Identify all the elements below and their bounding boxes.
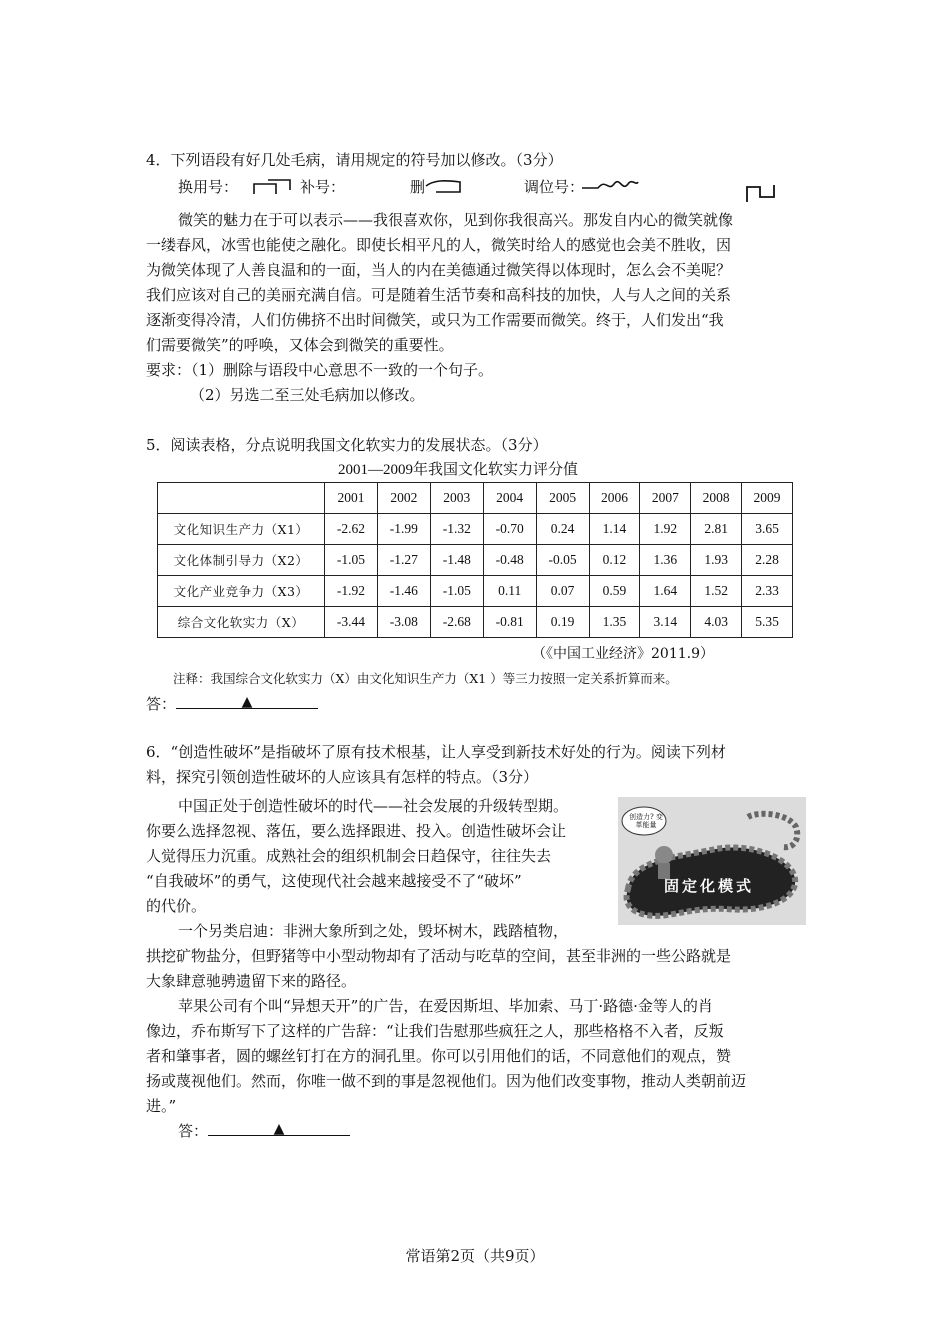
q6-p3-line-2: 像边，乔布斯写下了这样的广告辞：“让我们告慰那些疯狂之人，那些格格不入者，反叛 [146, 1022, 724, 1040]
row-label: 文化知识生产力（X1） [158, 514, 325, 545]
q6-p3-line-4: 扬或蔑视他们。然而，你唯一做不到的事是忽视他们。因为他们改变事物，推动人类朝前迈 [146, 1072, 747, 1090]
answer-triangle-icon: ▲ [241, 694, 253, 710]
table-cell: 3.65 [742, 514, 793, 545]
move-symbol-label: 调位号： [524, 178, 585, 196]
table-cell: -0.05 [536, 545, 589, 576]
q4-requirement-2: （2）另选二至三处毛病加以修改。 [190, 386, 425, 404]
table-cell: 2.33 [742, 576, 793, 607]
year-header: 2008 [691, 483, 742, 514]
q6-p2-line-3: 大象肆意驰骋遗留下来的路径。 [146, 972, 357, 990]
q4-requirement-1: 要求：（1）删除与语段中心意思不一致的一个句子。 [146, 361, 494, 379]
table-cell: 1.93 [691, 545, 742, 576]
table-cell: 1.52 [691, 576, 742, 607]
q6-p3-line-3: 者和肇事者，圆的螺丝钉打在方的洞孔里。你可以引用他们的话，不同意他们的观点，赞 [146, 1047, 732, 1065]
image-caption: 固定化模式 [664, 877, 755, 895]
q6-p1-line-3: 人觉得压力沉重。成熟社会的组织机制会日趋保守，往往失去 [146, 847, 552, 865]
table-cell: -0.70 [483, 514, 536, 545]
answer-blank[interactable] [208, 1121, 350, 1136]
table-cell: -1.05 [325, 545, 378, 576]
table-cell: 0.24 [536, 514, 589, 545]
table-cell: 4.03 [691, 607, 742, 638]
table-cell: 0.59 [589, 576, 640, 607]
answer-blank[interactable] [176, 694, 318, 709]
table-cell: -3.44 [325, 607, 378, 638]
table-row [158, 514, 793, 545]
table-cell: -1.46 [377, 576, 430, 607]
table-cell: 2.28 [742, 545, 793, 576]
table-cell: 0.07 [536, 576, 589, 607]
year-header: 2006 [589, 483, 640, 514]
table-cell: 5.35 [742, 607, 793, 638]
table-cell: -1.05 [430, 576, 483, 607]
table-cell: -0.48 [483, 545, 536, 576]
table-header-row [158, 483, 793, 514]
footprint-illustration [618, 797, 806, 925]
table-cell: -3.08 [377, 607, 430, 638]
answer-label: 答： [146, 695, 177, 713]
transpose-symbol-icon [744, 181, 778, 203]
replace-symbol-label: 换用号： [178, 178, 239, 196]
table-cell: 0.12 [589, 545, 640, 576]
table-corner-cell [158, 483, 325, 514]
table-cell: 1.36 [640, 545, 691, 576]
table-cell: -1.99 [377, 514, 430, 545]
table-source: （《中国工业经济》2011.9） [532, 646, 714, 662]
speech-bubble-text: 创造力? 变革能量 [629, 813, 663, 829]
table-row [158, 576, 793, 607]
delete-symbol-label: 删 [410, 178, 426, 196]
delete-symbol-icon [424, 176, 466, 198]
table-cell: 0.11 [483, 576, 536, 607]
q6-p1-line-2: 你要么选择忽视、落伍，要么选择跟进、投入。创造性破坏会让 [146, 822, 567, 840]
q4-para-line-6: 们需要微笑”的呼唤，又体会到微笑的重要性。 [146, 336, 454, 354]
table-cell: 1.64 [640, 576, 691, 607]
q4-para-line-5: 逐渐变得冷清，人们仿佛挤不出时间微笑，或只为工作需要而微笑。终于，人们发出“我 [146, 311, 724, 329]
year-header: 2003 [430, 483, 483, 514]
year-header: 2009 [742, 483, 793, 514]
table-cell: 0.19 [536, 607, 589, 638]
table-cell: -1.48 [430, 545, 483, 576]
q6-p1-line-4: “自我破坏”的勇气，这使现代社会越来越接受不了“破坏” [146, 872, 522, 890]
table-cell: 1.35 [589, 607, 640, 638]
page-footer: 常语第2页（共9页） [405, 1247, 545, 1265]
table-cell: -0.81 [483, 607, 536, 638]
table-title: 2001—2009年我国文化软实力评分值 [338, 462, 579, 478]
table-cell: 2.81 [691, 514, 742, 545]
q6-p3-line-5: 进。” [146, 1097, 177, 1115]
q4-title: 4．下列语段有好几处毛病，请用规定的符号加以修改。（3分） [146, 151, 563, 169]
year-header: 2001 [325, 483, 378, 514]
answer-label: 答： [178, 1122, 209, 1140]
table-cell: -1.27 [377, 545, 430, 576]
table-note: 注释：我国综合文化软实力（X）由文化知识生产力（X1 ）等三力按照一定关系折算而来。 [173, 671, 678, 686]
year-header: 2004 [483, 483, 536, 514]
data-table [157, 482, 793, 638]
q6-p1-line-1: 中国正处于创造性破坏的时代——社会发展的升级转型期。 [178, 797, 569, 815]
q6-title-line-1: 6．“创造性破坏”是指破坏了原有技术根基，让人享受到新技术好处的行为。阅读下列材 [146, 743, 726, 761]
table-row [158, 607, 793, 638]
table-cell: -2.68 [430, 607, 483, 638]
table-cell: 1.14 [589, 514, 640, 545]
replace-symbol-icon [250, 176, 300, 198]
table-cell: 1.92 [640, 514, 691, 545]
q4-para-line-2: 一缕春风，冰雪也能使之融化。即使长相平凡的人，微笑时给人的感觉也会美不胜收，因 [146, 236, 732, 254]
year-header: 2007 [640, 483, 691, 514]
table-cell: -2.62 [325, 514, 378, 545]
q4-para-line-4: 我们应该对自己的美丽充满自信。可是随着生活节奏和高科技的加快，人与人之间的关系 [146, 286, 732, 304]
q5-title: 5．阅读表格，分点说明我国文化软实力的发展状态。（3分） [146, 436, 548, 454]
q6-answer [178, 1121, 350, 1141]
answer-triangle-icon: ▲ [273, 1121, 285, 1137]
table-cell: -1.92 [325, 576, 378, 607]
q6-p3-line-1: 苹果公司有个叫“异想天开”的广告，在爱因斯坦、毕加索、马丁·路德·金等人的肖 [178, 997, 713, 1015]
insert-symbol-label: 补号： [300, 178, 346, 196]
year-header: 2002 [377, 483, 430, 514]
year-header: 2005 [536, 483, 589, 514]
row-label: 文化产业竞争力（X3） [158, 576, 325, 607]
q4-para-line-3: 为微笑体现了人善良温和的一面，当人的内在美德通过微笑得以体现时，怎么会不美呢？ [146, 261, 732, 279]
q6-p2-line-1: 一个另类启迪：非洲大象所到之处，毁坏树木，践踏植物， [178, 922, 569, 940]
q6-p2-line-2: 拱挖矿物盐分，但野猪等中小型动物却有了活动与吃草的空间，甚至非洲的一些公路就是 [146, 947, 732, 965]
table-cell: 3.14 [640, 607, 691, 638]
move-symbol-icon [580, 172, 640, 198]
q5-answer [146, 694, 318, 714]
q6-p1-line-5: 的代价。 [146, 897, 207, 915]
q6-title-line-2: 料，探究引领创造性破坏的人应该具有怎样的特点。（3分） [146, 768, 539, 786]
row-label: 文化体制引导力（X2） [158, 545, 325, 576]
table-row [158, 545, 793, 576]
q4-para-line-1: 微笑的魅力在于可以表示——我很喜欢你，见到你我很高兴。那发自内心的微笑就像 [178, 211, 734, 229]
table-cell: -1.32 [430, 514, 483, 545]
row-label: 综合文化软实力（X） [158, 607, 325, 638]
